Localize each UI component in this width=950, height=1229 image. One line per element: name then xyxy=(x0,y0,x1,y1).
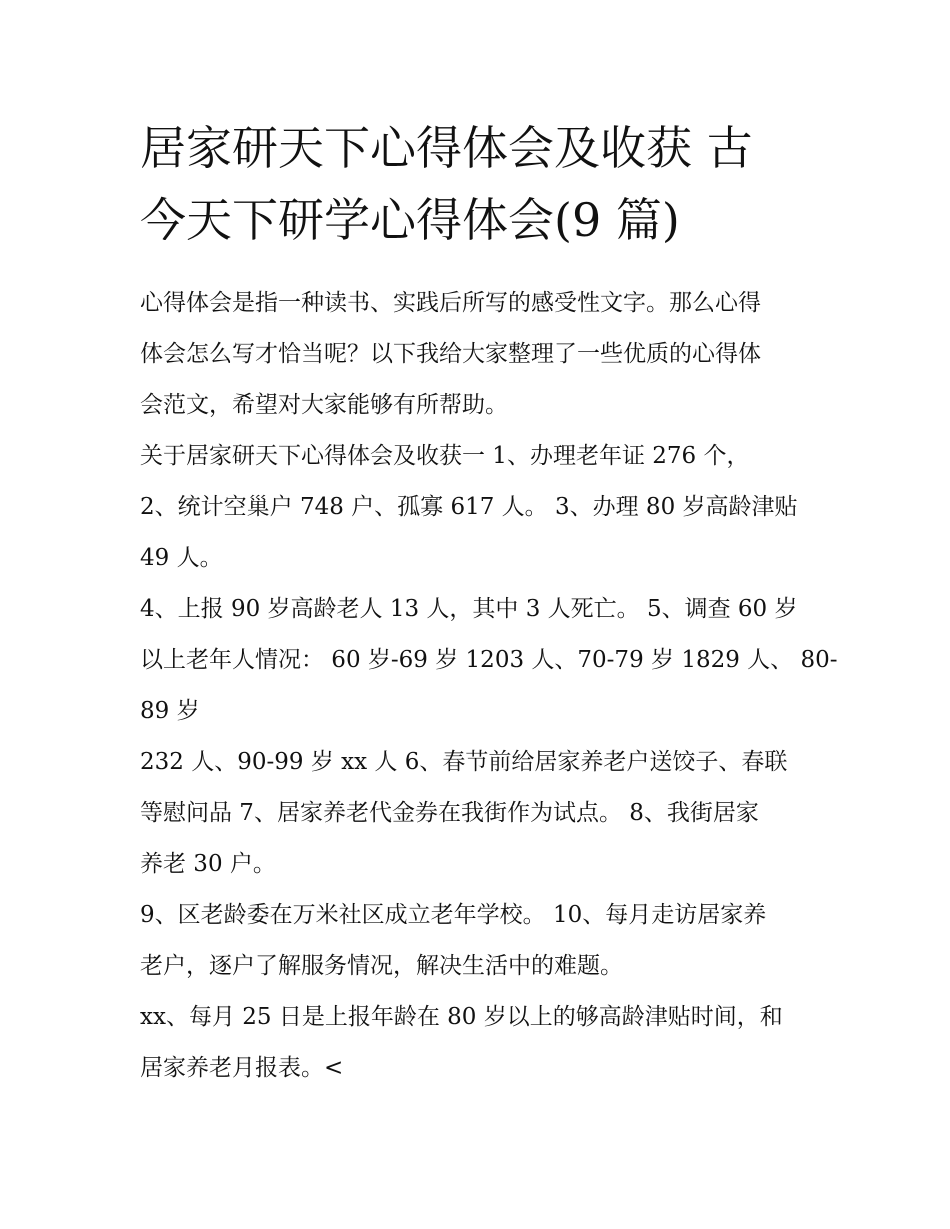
text-line: 2、统计空巢户 748 户、孤寡 617 人。 3、办理 80 岁高龄津贴 xyxy=(140,494,798,520)
paragraph-item-4-5 xyxy=(140,584,838,737)
paragraph-intro xyxy=(140,278,820,431)
document-body xyxy=(140,278,838,1094)
text-line: 9、区老龄委在万米社区成立老年学校。 10、每月走访居家养 xyxy=(140,902,767,928)
text-line: 居家养老月报表。< xyxy=(140,1055,344,1081)
document-title xyxy=(140,112,820,256)
text-line: 会范文，希望对大家能够有所帮助。 xyxy=(140,392,508,418)
text-line: 等慰问品 7、居家养老代金券在我街作为试点。 8、我街居家 xyxy=(140,800,759,826)
text-line: 以上老年人情况： 60 岁-69 岁 1203 人、70-79 岁 1829 人、 80- xyxy=(140,647,838,673)
document-content xyxy=(140,112,838,1094)
text-line: 心得体会是指一种读书、实践后所写的感受性文字。那么心得 xyxy=(140,290,761,316)
text-line: xx、每月 25 日是上报年龄在 80 岁以上的够高龄津贴时间，和 xyxy=(140,1004,783,1030)
text-line: 关于居家研天下心得体会及收获一 1、办理老年证 276 个， xyxy=(140,443,750,469)
paragraph-item-xx xyxy=(140,992,820,1094)
paragraph-item-9-10 xyxy=(140,890,820,992)
paragraph-item-1 xyxy=(140,431,820,482)
text-line: 89 岁 xyxy=(140,698,200,724)
text-line: 232 人、90-99 岁 xx 人 6、春节前给居家养老户送饺子、春联 xyxy=(140,749,788,775)
text-line: 4、上报 90 岁高龄老人 13 人，其中 3 人死亡。 5、调查 60 岁 xyxy=(140,596,798,622)
title-line-2: 今天下研学心得体会(9 篇) xyxy=(140,193,680,247)
title-line-1: 居家研天下心得体会及收获 古 xyxy=(140,121,753,175)
paragraph-item-6-8 xyxy=(140,737,820,890)
text-line: 老户，逐户了解服务情况，解决生活中的难题。 xyxy=(140,953,623,979)
paragraph-item-2-3 xyxy=(140,482,820,584)
text-line: 体会怎么写才恰当呢？以下我给大家整理了一些优质的心得体 xyxy=(140,341,761,367)
text-line: 养老 30 户。 xyxy=(140,851,276,877)
text-line: 49 人。 xyxy=(140,545,223,571)
